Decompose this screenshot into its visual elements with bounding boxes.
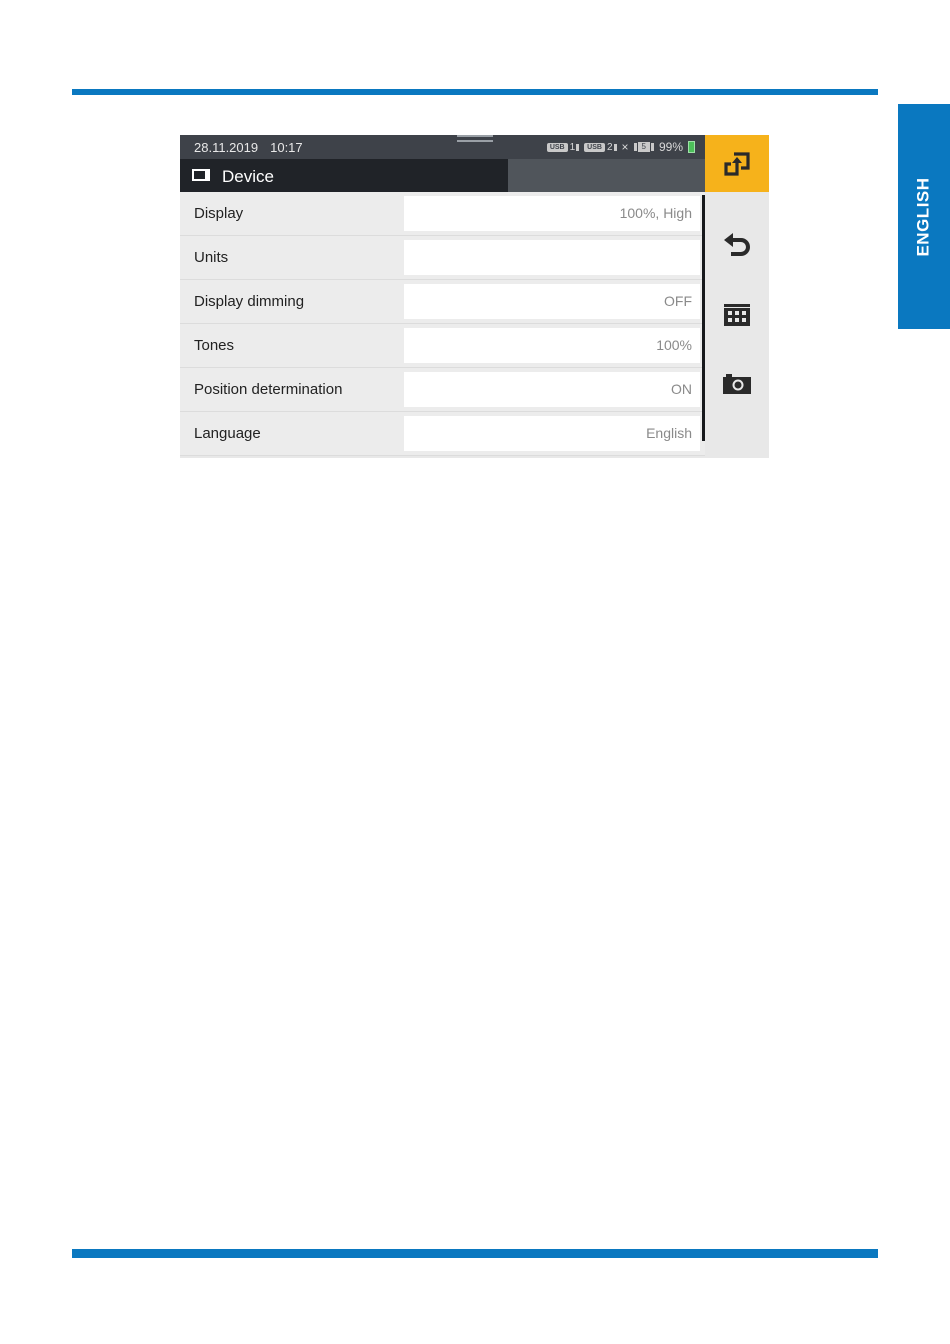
screenshot-button[interactable] [705,361,769,407]
title-bar [180,159,508,192]
setting-label: Units [194,249,229,266]
home-return-icon [720,147,754,181]
language-tab [898,104,950,329]
settings-list [180,192,705,456]
footer-rule [72,1249,878,1258]
device-screen [180,135,769,458]
setting-label: Display dimming [194,293,305,310]
back-arrow-icon [721,230,753,262]
header-rule [72,89,878,95]
setting-value[interactable]: ON [404,372,700,407]
setting-label: Position determination [194,381,343,398]
status-bar [180,135,705,159]
signal-icon: 5 [634,142,654,152]
keypad-button[interactable] [705,292,769,338]
setting-label: Display [194,205,244,222]
battery-percent: 99% [658,140,683,154]
setting-row-units[interactable] [180,236,705,280]
back-button[interactable] [705,223,769,269]
title-bar-extension [508,159,705,192]
usb2-icon: USB 2 [584,142,616,153]
page-title: Device [222,167,274,186]
setting-row-tones[interactable] [180,324,705,368]
setting-value[interactable]: 100%, High [404,196,700,231]
setting-label: Tones [194,337,235,354]
drag-handle[interactable] [457,135,493,142]
setting-row-display-dimming[interactable] [180,280,705,324]
device-icon [192,169,210,181]
setting-row-display[interactable] [180,192,705,236]
side-panel [705,192,769,458]
battery-icon [688,141,695,153]
setting-value[interactable]: English [404,416,700,451]
status-icons [547,140,695,154]
keypad-icon [723,303,751,327]
setting-row-language[interactable] [180,412,705,456]
setting-value[interactable]: OFF [404,284,700,319]
status-datetime [194,140,303,155]
bluetooth-off-icon: × [621,140,629,154]
status-date: 28.11.2019 [194,140,259,155]
language-tab-label: ENGLISH [914,176,933,257]
camera-icon [722,372,752,396]
setting-value[interactable] [404,240,700,275]
setting-label: Language [194,425,261,442]
setting-row-position-determination[interactable] [180,368,705,412]
usb1-icon: USB 1 [547,142,579,153]
setting-value[interactable]: 100% [404,328,700,363]
home-return-button[interactable] [705,135,769,192]
status-time: 10:17 [270,140,303,155]
